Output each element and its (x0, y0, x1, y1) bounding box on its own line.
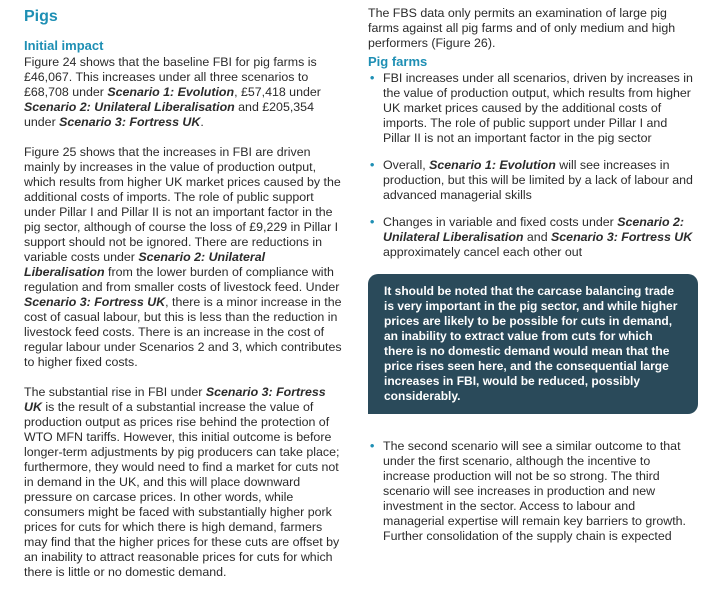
paragraph: The substantial rise in FBI under Scenario 3: Fortress UK is the result of a substantial increase the value of production output as prices rise behind the protection of WTO MFN tariffs. However, this initial outcome is before longer-term adjustments by pig producers can take place; furthermore, they would need to find a market for cuts not in demand in the UK, and this will place downward pressure on carcase prices. In other words, while consumers might be faced with substantially higher pork prices for cuts for which there is high demand, farmers may find that the higher prices for these cuts are offset by an inability to attract reasonable prices for cuts for which there is little or no domestic demand. (24, 385, 340, 579)
paragraph: The FBS data only permits an examination of large pig farms against all pig farms and of only medium and high performers (Figure 26). (368, 6, 676, 50)
bullet-icon: • (370, 439, 375, 453)
callout-box: It should be noted that the carcase balancing trade is very important in the pig sector, and while higher prices are likely to be possible for cuts in demand, an inability to extract value from cuts for which there is no domestic demand would mean that the price rises seen here, and the consequential large increases in FBI, would be reduced, possibly considerably. (368, 274, 698, 414)
paragraph: Figure 25 shows that the increases in FBI are driven mainly by increases in the value of production output, which results from higher UK market prices caused by the additional costs of imports. The role of public support under Pillar I and Pillar II is not an important factor in the pig sector, although of course the loss of £9,229 in Pillar I support should not be ignored. There are reductions in variable costs under Scenario 2: Unilateral Liberalisation from the lower burden of compliance with regulation and from smaller costs of livestock feed. Under Scenario 3: Fortress UK, there is a minor increase in the cost of casual labour, but this is less than the reduction in livestock feed costs. There is an increase in the cost of regular labour under Scenarios 2 and 3, which contributes to higher fixed costs. (24, 145, 342, 369)
subsection-title-pig-farms: Pig farms (368, 54, 428, 69)
bullet-item: • Changes in variable and fixed costs under Scenario 2: Unilateral Liberalisation and Scenario 3: Fortress UK approximately cancel each other out (370, 215, 693, 259)
section-title: Pigs (24, 8, 58, 25)
bullet-item: • FBI increases under all scenarios, driven by increases in the value of production output, which results from higher UK market prices caused by the additional costs of imports. The role of public support under Pillar I and Pillar II is not an important factor in the pig sector (370, 71, 693, 145)
left-column (24, 6, 346, 595)
bullet-list (368, 439, 698, 544)
scenario-name: Scenario 2: Unilateral Liberalisation (24, 100, 235, 114)
scenario-name: Scenario 2: Unilateral Liberalisation (383, 215, 685, 244)
bullet-list (368, 71, 698, 260)
bullet-item: • Overall, Scenario 1: Evolution will see increases in production, but this will be limited by a lack of labour and advanced managerial skills (370, 158, 693, 202)
scenario-name: Scenario 3: Fortress UK (24, 295, 166, 309)
scenario-name: Scenario 1: Evolution (429, 158, 556, 172)
bullet-icon: • (370, 158, 375, 172)
scenario-name: Scenario 1: Evolution (107, 85, 235, 99)
scenario-name: Scenario 3: Fortress UK (551, 230, 693, 244)
scenario-name: Scenario 2: Unilateral Liberalisation (24, 250, 266, 279)
bullet-icon: • (370, 215, 375, 229)
bullet-item: • The second scenario will see a similar outcome to that under the first scenario, although the incentive to increase production will not be so strong. The third scenario will see increases in production and new investment in the sector. Access to labour and managerial expertise will remain key barriers to growth. Further consolidation of the supply chain is expected (370, 439, 687, 543)
subsection-title-initial-impact: Initial impact (24, 38, 104, 53)
right-column (368, 6, 698, 556)
scenario-name: Scenario 3: Fortress UK (24, 385, 326, 414)
paragraph: Figure 24 shows that the baseline FBI for pig farms is £46,067. This increases under all three scenarios to £68,708 under Scenario 1: Evolution, £57,418 under Scenario 2: Unilateral Liberalisation and £205,354 under Scenario 3: Fortress UK. (24, 55, 321, 129)
scenario-name: Scenario 3: Fortress UK (59, 115, 201, 129)
bullet-icon: • (370, 71, 375, 85)
